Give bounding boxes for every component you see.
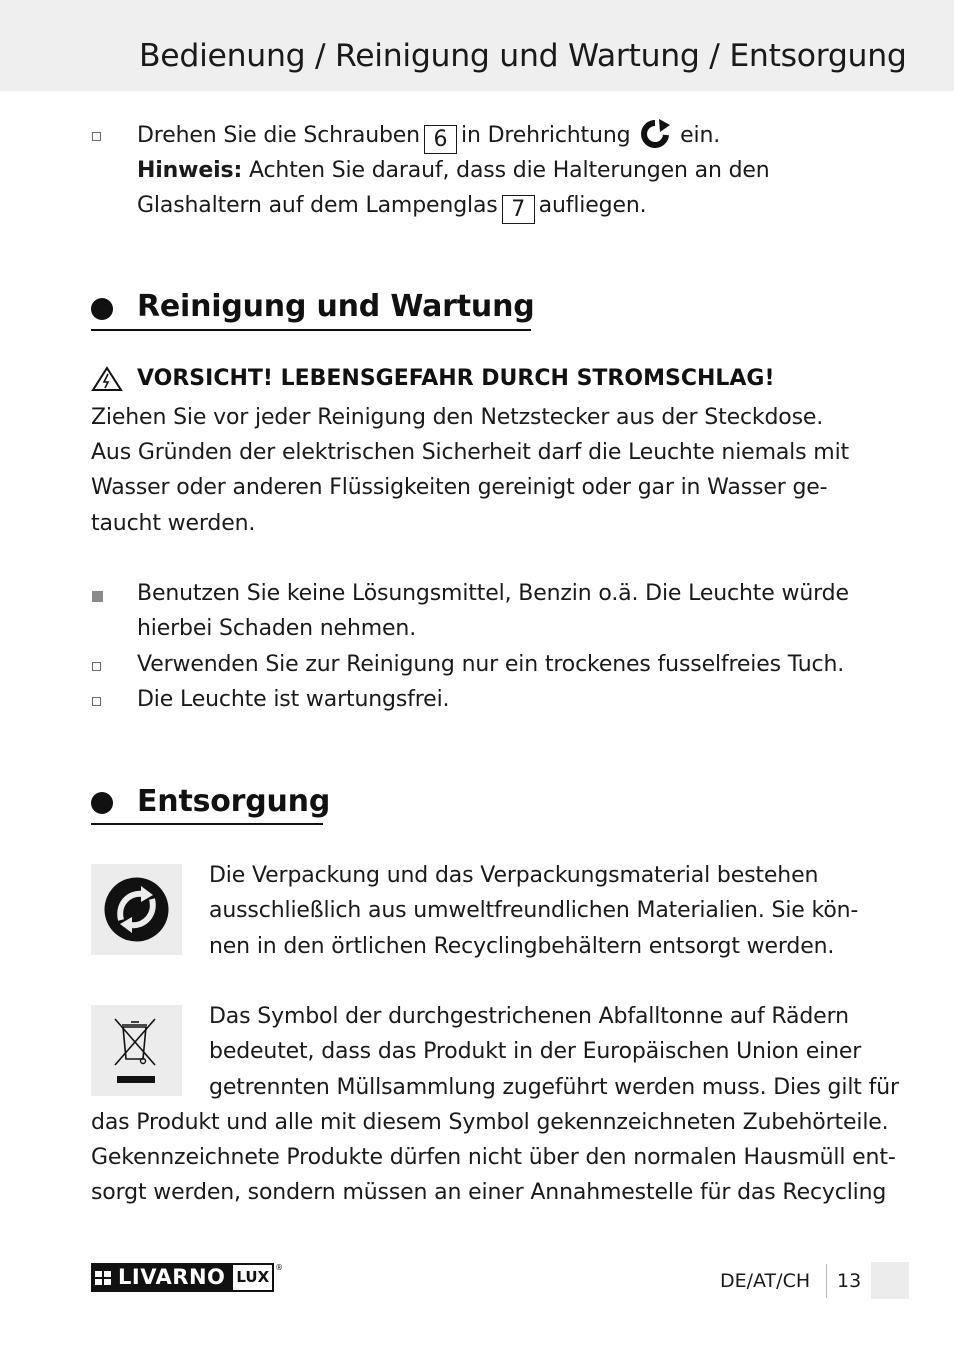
logo-sub: LUX [231, 1263, 274, 1292]
ref-number-glass: 7 [502, 195, 535, 224]
green-dot-recycling-icon [91, 864, 182, 955]
ref-number-screws: 6 [424, 125, 457, 154]
footer-divider [826, 1264, 827, 1298]
logo-grid-icon [95, 1270, 113, 1286]
section-underline [91, 823, 323, 825]
intro-text: Glashaltern auf dem Lampenglas [137, 193, 498, 218]
weee-text: das Produkt und alle mit diesem Symbol gekennzeichneten Zubehörteile. [91, 1110, 889, 1135]
logo-wordmark [91, 1263, 231, 1292]
footer-language: DE/AT/CH [720, 1270, 811, 1292]
weee-text: Das Symbol der durchgestrichenen Abfalltonne auf Rädern [209, 1004, 849, 1029]
packaging-text: ausschließlich aus umweltfreundlichen Materialien. Sie kön- [209, 898, 859, 923]
weee-text: bedeutet, dass das Produkt in der Europäischen Union einer [209, 1039, 862, 1064]
warning-triangle-icon [91, 366, 123, 396]
brand-logo [91, 1263, 283, 1292]
page-title: Bedienung / Reinigung und Wartung / Entsorgung [139, 38, 907, 74]
section-bullet [91, 298, 113, 320]
page-header [0, 0, 954, 91]
warning-line: taucht werden. [91, 511, 256, 536]
list-bullet [92, 662, 101, 671]
intro-line-2 [137, 153, 770, 188]
footer-tab-box [871, 1262, 909, 1299]
section-title-cleaning: Reinigung und Wartung [137, 289, 535, 324]
list-item: Benutzen Sie keine Lösungsmittel, Benzin o.ä. Die Leuchte würde [137, 581, 849, 606]
packaging-text: Die Verpackung und das Verpackungsmaterial bestehen [209, 863, 819, 888]
weee-text: sorgt werden, sondern müssen an einer Annahmestelle für das Recycling [91, 1180, 887, 1205]
section-title-disposal: Entsorgung [137, 784, 331, 819]
warning-line: Wasser oder anderen Flüssigkeiten gereinigt oder gar in Wasser ge- [91, 475, 828, 500]
intro-text: ein. [680, 123, 721, 148]
crossed-out-wheelie-bin-icon [91, 1005, 182, 1096]
intro-text: in Drehrichtung [460, 123, 631, 148]
section-underline [91, 329, 531, 331]
weee-text: Gekennzeichnete Produkte dürfen nicht über den normalen Hausmüll ent- [91, 1145, 896, 1170]
list-item: Verwenden Sie zur Reinigung nur ein trockenes fusselfreies Tuch. [137, 652, 845, 677]
warning-line: Aus Gründen der elektrischen Sicherheit darf die Leuchte niemals mit [91, 440, 850, 465]
list-bullet [92, 132, 101, 141]
logo-registered-mark: ® [275, 1263, 284, 1272]
list-bullet [92, 591, 103, 602]
intro-line-3 [137, 188, 647, 224]
hint-label: Hinweis: [137, 158, 243, 183]
intro-text: Achten Sie darauf, dass die Halterungen an den [248, 158, 770, 183]
weee-text: getrennten Müllsammlung zugeführt werden muss. Dies gilt für [209, 1075, 899, 1100]
section-bullet [91, 792, 113, 814]
intro-text: aufliegen. [538, 193, 647, 218]
warning-line: Ziehen Sie vor jeder Reinigung den Netzstecker aus der Steckdose. [91, 405, 824, 430]
warning-title: VORSICHT! LEBENSGEFAHR DURCH STROMSCHLAG! [137, 366, 775, 391]
page-number: 13 [837, 1270, 862, 1292]
packaging-text: nen in den örtlichen Recyclingbehältern entsorgt werden. [209, 934, 835, 959]
list-item: Die Leuchte ist wartungsfrei. [137, 687, 450, 712]
list-item: hierbei Schaden nehmen. [137, 616, 417, 641]
intro-text: Drehen Sie die Schrauben [137, 123, 420, 148]
list-bullet [92, 697, 101, 706]
logo-text: LIVARNO [118, 1265, 226, 1289]
